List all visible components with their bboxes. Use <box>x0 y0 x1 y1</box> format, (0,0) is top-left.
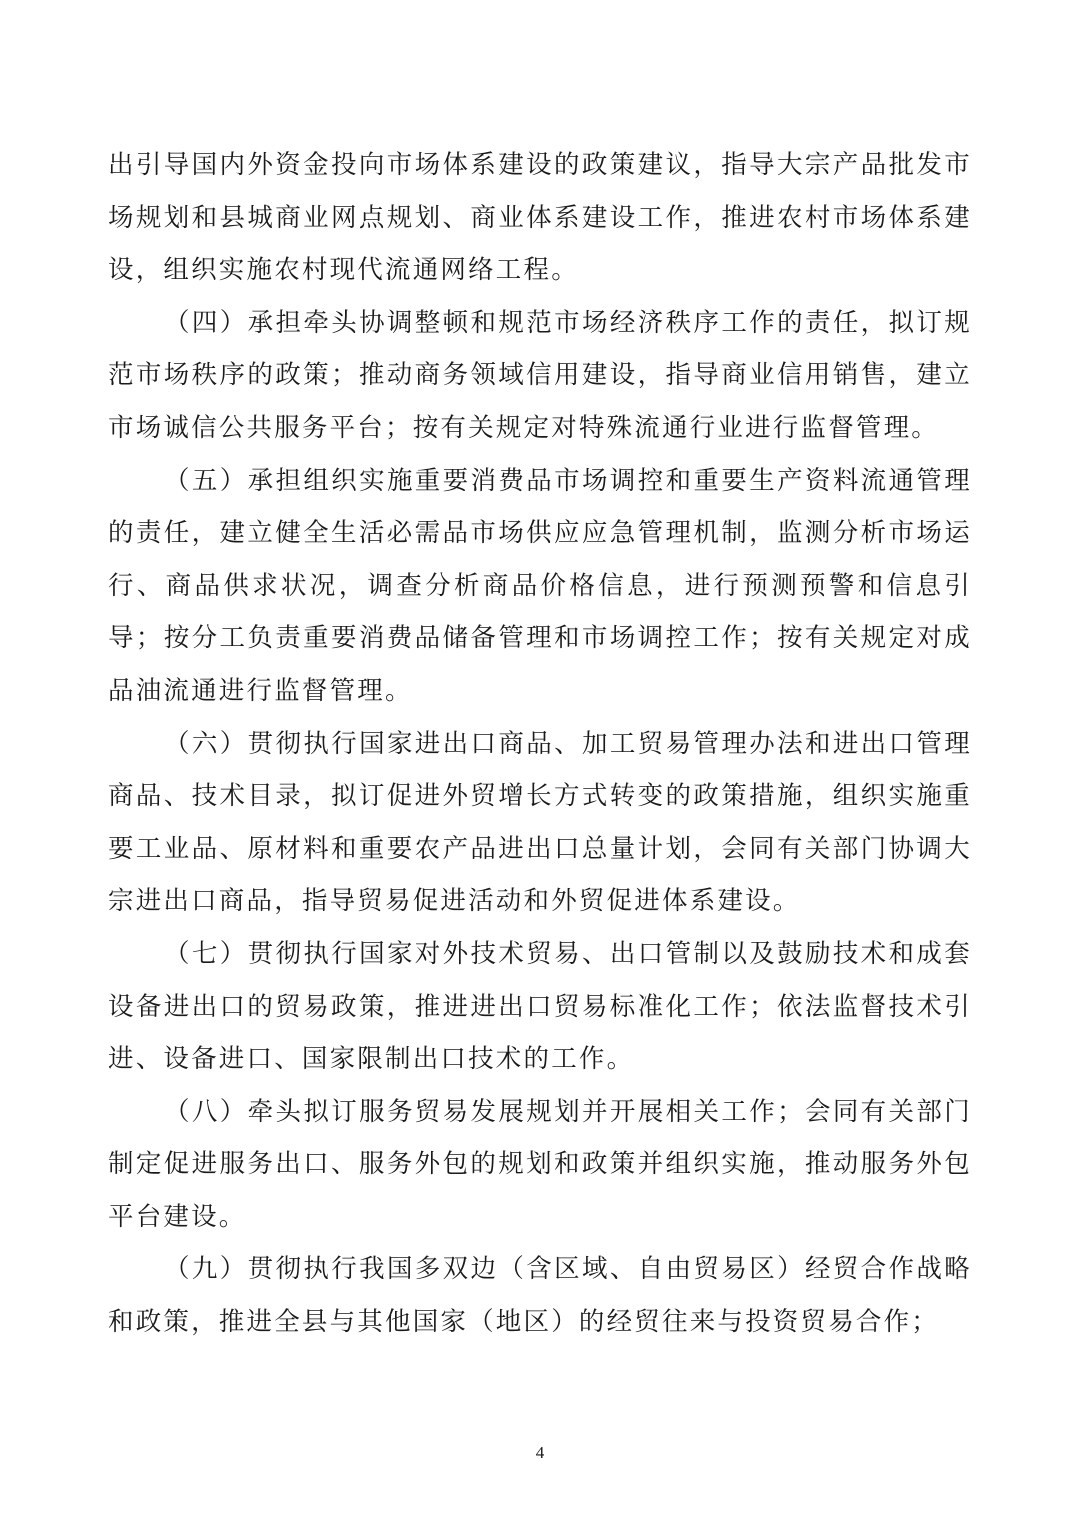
paragraph-item-4: （四）承担牵头协调整顿和规范市场经济秩序工作的责任，拟订规范市场秩序的政策；推动商务领域信用建设，指导商业信用销售，建立市场诚信公共服务平台；按有关规定对特殊流通行业进行监督管理。 <box>108 307 972 443</box>
page-number: 4 <box>535 1443 545 1462</box>
paragraph-item-7: （七）贯彻执行国家对外技术贸易、出口管制以及鼓励技术和成套设备进出口的贸易政策，推进进出口贸易标准化工作；依法监督技术引进、设备进口、国家限制出口技术的工作。 <box>108 938 972 1075</box>
paragraph-item-8: （八）牵头拟订服务贸易发展规划并开展相关工作；会同有关部门制定促进服务出口、服务外包的规划和政策并组织实施，推动服务外包平台建设。 <box>108 1096 972 1232</box>
document-body <box>108 139 972 1349</box>
paragraph-item-9: （九）贯彻执行我国多双边（含区域、自由贸易区）经贸合作战略和政策，推进全县与其他国家（地区）的经贸往来与投资贸易合作； <box>108 1254 972 1338</box>
paragraph-item-5: （五）承担组织实施重要消费品市场调控和重要生产资料流通管理的责任，建立健全生活必需品市场供应应急管理机制，监测分析市场运行、商品供求状况，调查分析商品价格信息，进行预测预警和信息引导；按分工负责重要消费品储备管理和市场调控工作；按有关规定对成品油流通进行监督管理。 <box>108 465 972 706</box>
paragraph-item-6: （六）贯彻执行国家进出口商品、加工贸易管理办法和进出口管理商品、技术目录，拟订促进外贸增长方式转变的政策措施，组织实施重要工业品、原材料和重要农产品进出口总量计划，会同有关部门协调大宗进出口商品，指导贸易促进活动和外贸促进体系建设。 <box>108 728 972 917</box>
paragraph-continued: 出引导国内外资金投向市场体系建设的政策建议，指导大宗产品批发市场规划和县城商业网点规划、商业体系建设工作，推进农村市场体系建设，组织实施农村现代流通网络工程。 <box>108 150 972 286</box>
